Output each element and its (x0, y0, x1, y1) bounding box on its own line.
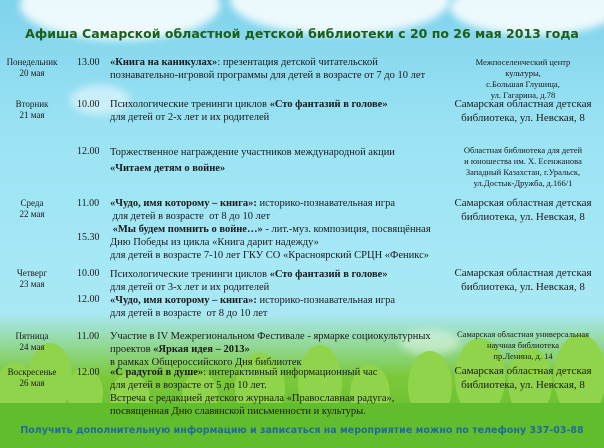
event-text: историко-познавательная игра (256, 295, 396, 306)
event-title: «Яркая идея – 2013» (153, 344, 250, 355)
day-wednesday (2, 198, 62, 220)
event-time: 13.00 (77, 57, 100, 68)
day-sunday (2, 367, 62, 389)
day-name: Понедельник (6, 57, 58, 67)
event-description (110, 146, 395, 175)
venue-line: Самарская областная универсальная (457, 329, 589, 339)
day-friday (2, 331, 62, 353)
venue-line: библиотека, ул. Невская, 8 (461, 379, 585, 391)
event-text: Психологические тренинги циклов (110, 269, 270, 280)
event-text: для детей от 3-х лет и их родителей (110, 282, 270, 293)
event-text: для детей в возрасте от 8 до 10 лет (110, 308, 268, 319)
venue-line: Самарская областная детская (454, 365, 592, 377)
event-text: в рамках Общероссийского Дня библиотек (110, 357, 302, 368)
event-text: посвященная Дню славянской письменности и культуры. (110, 406, 366, 417)
event-text: : презентация детской читательской (217, 57, 378, 68)
event-text: - лит.-муз. композиция, посвящённая (262, 224, 431, 235)
venue-line: Самарская областная детская (454, 98, 592, 110)
event-text: Встреча с редакцией детского журнала «Православная радуга», (110, 393, 395, 404)
day-monday (2, 57, 62, 79)
event-text: для детей в возрасте 7-10 лет ГКУ СО «Красноярский СРЦН «Феникс» (110, 250, 429, 261)
event-text: Психологические тренинги циклов (110, 99, 270, 110)
event-description (110, 366, 394, 418)
event-title: «Сто фантазий в голове» (269, 99, 388, 110)
venue-line: ул. Гагарина, д.78 (490, 90, 556, 100)
contact-footer: Получить дополнительную информацию и записаться на мероприятие можно по телефону 337-03-88 (20, 425, 584, 436)
day-name: Вторник (15, 99, 49, 109)
event-time: 10.00 (77, 99, 100, 110)
event-description (110, 268, 388, 294)
day-tuesday (2, 99, 62, 121)
event-description (110, 223, 431, 262)
event-title: «С радугой в душе» (110, 367, 204, 378)
event-time: 11.00 (77, 198, 100, 209)
event-text: Торжественное награждение участников международной акции (110, 147, 395, 158)
event-description (110, 98, 388, 124)
event-title: «Чудо, имя которому – книга»: (110, 198, 257, 209)
venue-line: с.Большая Глушица, (486, 79, 560, 89)
event-text: для детей в возрасте от 8 до 10 лет (110, 211, 271, 222)
day-name: Пятница (15, 331, 49, 341)
event-title: «Книга на каникулах» (110, 57, 218, 68)
venue (448, 364, 598, 392)
event-time: 12.00 (77, 367, 100, 378)
venue-line: Межпоселенческий центр (475, 57, 571, 67)
venue (448, 329, 598, 362)
event-time: 12.00 (77, 294, 100, 305)
day-date: 23 мая (19, 279, 45, 289)
venue-line: Самарская областная детская (454, 267, 592, 279)
event-text: проектов (110, 344, 154, 355)
venue-line: библиотека, ул. Невская, 8 (461, 281, 585, 293)
event-text: историко-познавательная игра (256, 198, 396, 209)
event-title: «Сто фантазий в голове» (269, 269, 388, 280)
event-text: Участие в IV Межрегиональном Фестивале - ярмарке социокультурных (110, 331, 431, 342)
venue (448, 57, 598, 101)
day-name: Среда (20, 198, 44, 208)
venue-line: Самарская областная детская (454, 197, 592, 209)
event-text: для детей в возрасте от 5 до 10 лет. (110, 380, 267, 391)
event-time: 11.00 (77, 331, 100, 342)
event-time: 15.30 (77, 232, 100, 243)
day-name: Воскресенье (7, 367, 57, 377)
event-time: 10.00 (77, 268, 100, 279)
page-title: Афиша Самарской областной детской библиотеки с 20 по 26 мая 2013 года (25, 26, 579, 41)
venue-line: библиотека, ул. Невская, 8 (461, 112, 585, 124)
event-text: познавательно-игровой программы для детей в возрасте от 7 до 10 лет (110, 70, 426, 81)
day-name: Четверг (16, 268, 48, 278)
event-description (110, 294, 395, 320)
event-text: для детей от 2-х лет и их родителей (110, 112, 270, 123)
venue-line: Западный Казахстан, г.Уральск, (465, 167, 581, 177)
event-description (110, 197, 395, 223)
day-date: 22 мая (19, 209, 45, 219)
venue-line: пр.Ленина, д. 14 (493, 351, 553, 361)
day-date: 26 мая (19, 378, 45, 388)
event-description (110, 330, 431, 369)
venue-line: Областная библиотека для детей (463, 145, 583, 155)
event-description (110, 56, 425, 82)
event-title: «Чудо, имя которому – книга»: (110, 295, 257, 306)
day-date: 21 мая (19, 110, 45, 120)
venue (448, 266, 598, 294)
day-thursday (2, 268, 62, 290)
event-title: «Читаем детям о войне» (110, 163, 226, 174)
venue (448, 97, 598, 125)
event-text: : интерактивный информационный час (203, 367, 378, 378)
event-text: Дню Победы из цикла «Книга дарит надежду» (110, 237, 319, 248)
venue-line: ул.Достык-Дружба, д.166/1 (473, 178, 573, 188)
day-date: 20 мая (19, 68, 45, 78)
venue-line: научная библиотека (487, 340, 559, 350)
venue-line: культуры, (505, 68, 541, 78)
day-date: 24 мая (19, 342, 45, 352)
venue (448, 145, 598, 189)
venue-line: и юношества им. Х. Есенжанова (464, 156, 582, 166)
venue (448, 196, 598, 224)
event-title: «Мы будем помнить о войне…» (110, 224, 263, 235)
venue-line: библиотека, ул. Невская, 8 (461, 211, 585, 223)
event-time: 12.00 (77, 146, 100, 157)
